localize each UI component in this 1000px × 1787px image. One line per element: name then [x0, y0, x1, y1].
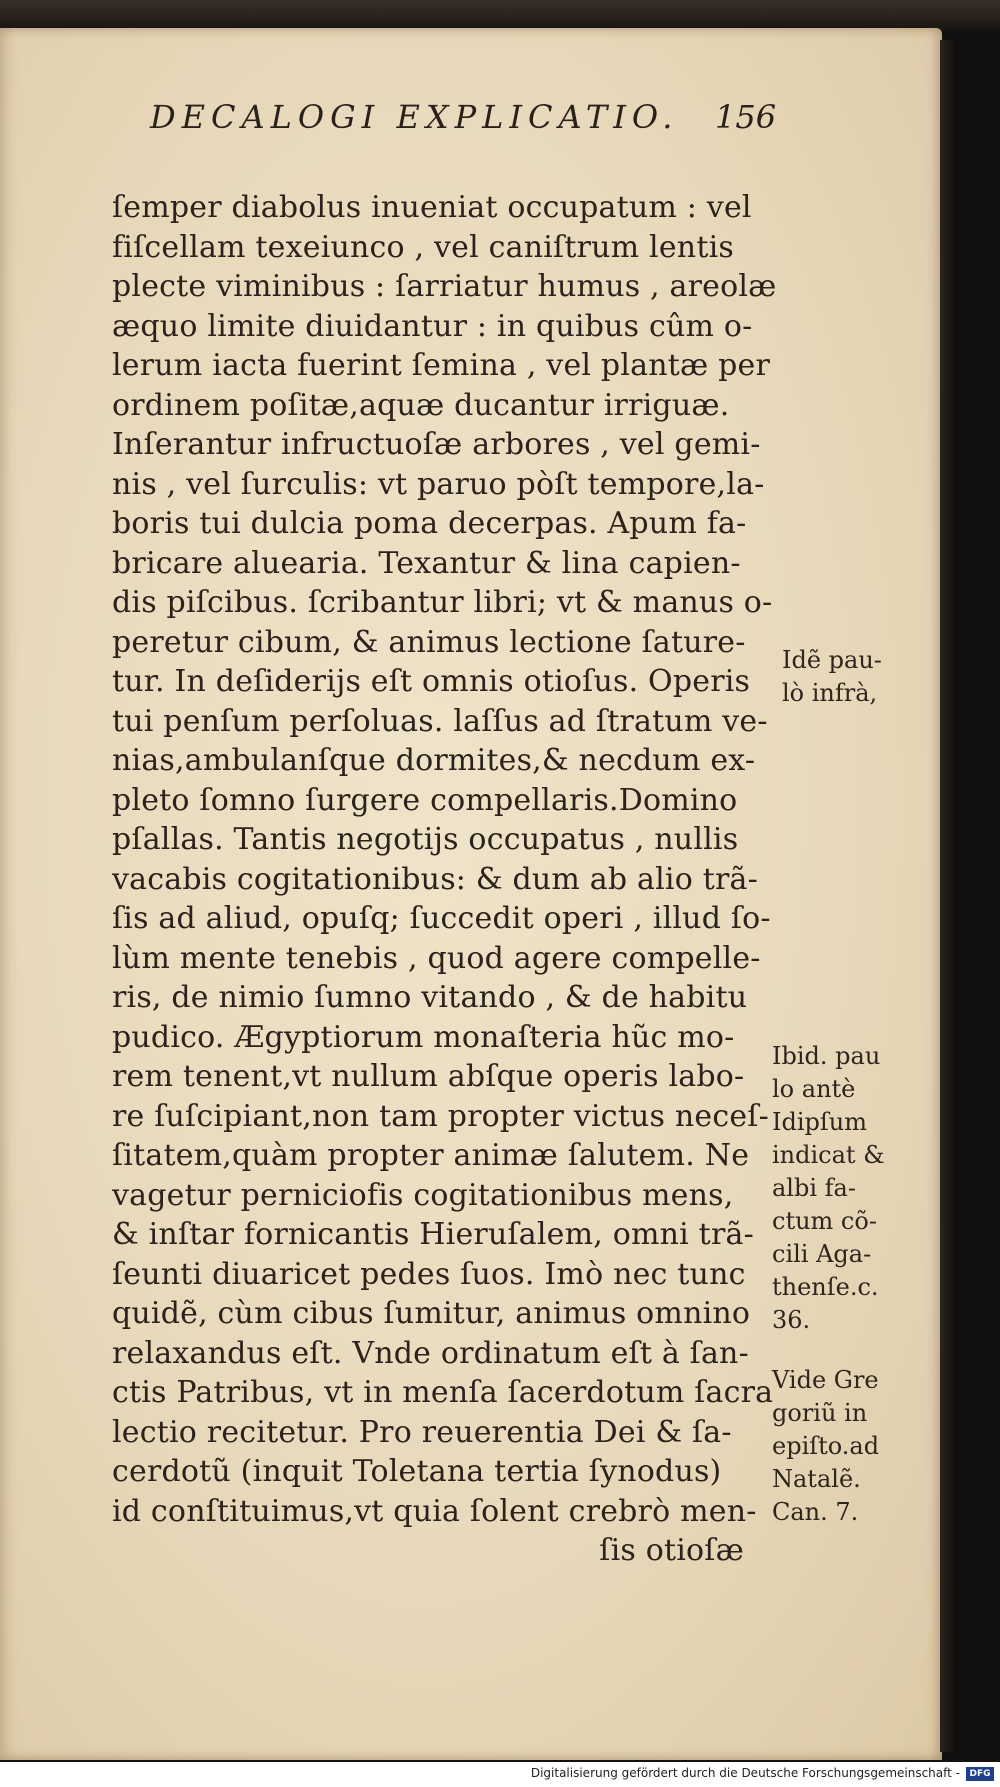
text-line: ſis ad aliud, opuſq; ſuccedit operi , illud ſo-	[112, 901, 771, 936]
text-line: tur. In deſiderijs eſt omnis otioſus. Operis	[112, 664, 751, 699]
margin-note-line: ctum cõ-	[772, 1207, 877, 1235]
text-line: ctis Patribus, vt in menſa ſacerdotum ſacra	[112, 1375, 774, 1410]
text-line: pudico. Ægyptiorum monaſteria hũc mo-	[112, 1019, 735, 1055]
margin-note-line: cili Aga-	[772, 1240, 872, 1268]
text-line: cerdotũ (inquit Toletana tertia ſynodus)	[112, 1454, 722, 1489]
body-text	[112, 188, 777, 1571]
margin-note-line: Idẽ pau-	[782, 646, 882, 674]
margin-note-line: Can. 7.	[772, 1498, 859, 1526]
margin-note-line: 36.	[772, 1306, 811, 1334]
text-line: lectio recitetur. Pro reuerentia Dei & ſa-	[112, 1414, 732, 1450]
text-line: Inſerantur infructuoſæ arbores , vel gemi-	[112, 427, 761, 462]
dfg-logo-icon: DFG	[966, 1767, 994, 1781]
text-line: rem tenent,vt nullum abſque operis labo-	[112, 1059, 745, 1094]
text-line: nis , vel ſurculis: vt paruo pòſt tempore,la-	[112, 466, 765, 502]
page-edge-shadow	[940, 40, 958, 1752]
margin-note-2	[772, 1040, 922, 1337]
top-edge	[0, 0, 1000, 30]
text-line: ſemper diabolus inueniat occupatum : vel	[112, 190, 752, 225]
margin-note-line: goriũ in	[772, 1399, 868, 1427]
text-line: quidẽ, cùm cibus ſumitur, animus omnino	[112, 1296, 751, 1331]
text-line: ſeunti diuaricet pedes ſuos. Imò nec tunc	[112, 1256, 746, 1292]
margin-note-line: Vide Gre	[772, 1366, 879, 1394]
text-line: ris, de nimio ſumno vitando , & de habitu	[112, 980, 748, 1015]
book-page	[0, 28, 942, 1760]
running-head: DECALOGI EXPLICATIO.	[150, 98, 679, 136]
text-line: relaxandus eſt. Vnde ordinatum eſt à ſan-	[112, 1335, 749, 1371]
text-line: pleto ſomno ſurgere compellaris.Domino	[112, 782, 738, 818]
text-line: plecte viminibus : ſarriatur humus , areolæ	[112, 269, 777, 304]
margin-note-3	[772, 1364, 922, 1529]
margin-note-line: Ibid. pau	[772, 1042, 881, 1070]
margin-note-line: lò infrà,	[782, 679, 878, 707]
text-line: peretur cibum, & animus lectione ſature-	[112, 624, 746, 660]
text-line: vacabis cogitationibus: & dum ab alio trã-	[112, 861, 758, 897]
text-line: pſallas. Tantis negotijs occupatus , nullis	[112, 822, 739, 857]
text-line: bricare aluearia. Texantur & lina capien-	[112, 545, 741, 581]
margin-note-line: thenſe.c.	[772, 1273, 879, 1301]
text-line: vagetur perniciofis cogitationibus mens,	[112, 1177, 734, 1213]
funding-credit: Digitalisierung gefördert durch die Deutsche Forschungsgemeinschaft -	[530, 1766, 960, 1780]
text-line: dis piſcibus. ſcribantur libri; vt & manus o-	[112, 585, 773, 620]
margin-note-1	[782, 644, 932, 710]
margin-note-line: Natalẽ.	[772, 1465, 861, 1493]
margin-note-line: Idipſum	[772, 1108, 867, 1136]
catchword-line: ſis otioſæ	[599, 1533, 744, 1568]
text-line: nias,ambulanſque dormites,& necdum ex-	[112, 743, 756, 778]
text-line: fiſcellam texeiunco , vel caniſtrum lentis	[112, 229, 734, 265]
text-line: id conſtituimus,vt quia ſolent crebrò men-	[112, 1493, 757, 1529]
text-line: & inſtar fornicantis Hieruſalem, omni trã-	[112, 1217, 754, 1252]
digitization-footer	[0, 1762, 1000, 1787]
text-line: æquo limite diuidantur : in quibus cûm o-	[112, 308, 753, 344]
text-line: tui penſum perſoluas. laſſus ad ſtratum ve-	[112, 703, 768, 739]
text-line: boris tui dulcia poma decerpas. Apum fa-	[112, 506, 747, 541]
text-line: ordinem poſitæ,aquæ ducantur irriguæ.	[112, 387, 730, 423]
margin-note-line: albi fa-	[772, 1174, 856, 1202]
page-number: 156	[715, 98, 777, 136]
text-line: re ſuſcipiant,non tam propter victus neceſ-	[112, 1098, 769, 1134]
text-line: lerum iacta fuerint ſemina , vel plantæ per	[112, 348, 771, 383]
margin-note-line: lo antè	[772, 1075, 856, 1103]
text-line: lùm mente tenebis , quod agere compelle-	[112, 940, 761, 976]
text-line: ſitatem,quàm propter animæ ſalutem. Ne	[112, 1138, 750, 1173]
margin-note-line: epiſto.ad	[772, 1432, 880, 1460]
margin-note-line: indicat &	[772, 1141, 885, 1169]
